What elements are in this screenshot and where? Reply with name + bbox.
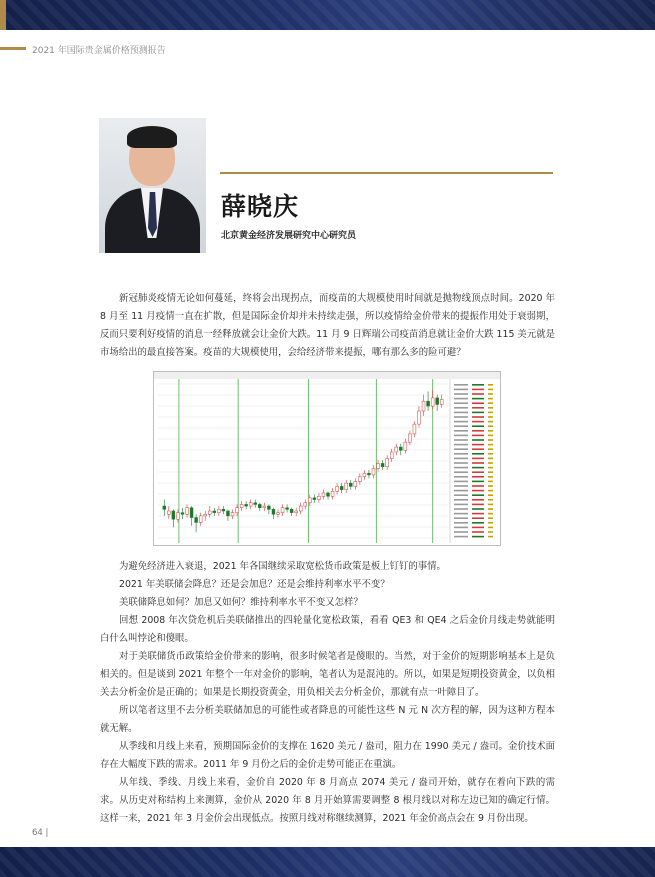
paragraph: 对于美联储货币政策给金价带来的影响，很多时候笔者是傻眼的。当然，对于金价的短期影响基本上是负相关的。但是谈到 2021 年整个一年对金价的影响，笔者认为是混沌的。所以，如果是短期投资黄金，以负相关去分析金价是正确的；如果是长期投资黄金，用负相关去分析金价，那就有点一叶障目了。 xyxy=(100,651,555,698)
quote-row-volume xyxy=(488,384,493,386)
quote-row-time xyxy=(454,439,468,441)
quote-row-volume xyxy=(488,430,493,432)
candle xyxy=(413,424,416,434)
candle xyxy=(377,463,380,468)
quote-row-time xyxy=(454,416,468,418)
quote-row-volume xyxy=(488,467,493,469)
quote-row-volume xyxy=(488,504,493,506)
quote-row-volume xyxy=(488,490,493,492)
quote-row-volume xyxy=(488,439,493,441)
quote-row-price xyxy=(472,490,484,492)
quote-row-volume xyxy=(488,522,493,524)
quote-row-price xyxy=(472,402,484,404)
quote-row-volume xyxy=(488,462,493,464)
article-intro xyxy=(100,290,555,362)
quote-row-price xyxy=(472,384,484,386)
quote-row-price xyxy=(472,517,484,519)
candle xyxy=(167,511,170,514)
candle xyxy=(349,483,352,486)
quote-row-price xyxy=(472,513,484,515)
candle xyxy=(367,473,370,475)
quote-row-price xyxy=(472,439,484,441)
quote-row-price xyxy=(472,430,484,432)
candle xyxy=(195,518,198,523)
gold-edge-accent xyxy=(0,0,6,30)
paragraph: 所以笔者这里不去分析美联储加息的可能性或者降息的可能性这些 N 元 N 次方程的解，因为这种方程本就无解。 xyxy=(100,705,555,734)
quote-row-time xyxy=(454,481,468,483)
quote-row-time xyxy=(454,453,468,455)
quote-row-time xyxy=(454,384,468,386)
quote-row-volume xyxy=(488,453,493,455)
quote-row-time xyxy=(454,490,468,492)
quote-row-volume xyxy=(488,412,493,414)
candle xyxy=(249,503,252,506)
candle xyxy=(295,511,298,513)
quote-row-price xyxy=(472,448,484,450)
author-affiliation: 北京黄金经济发展研究中心研究员 xyxy=(221,231,357,241)
quote-row-volume xyxy=(488,407,493,409)
candle xyxy=(390,452,393,459)
candle xyxy=(245,504,248,506)
quote-row-price xyxy=(472,453,484,455)
quote-row-time xyxy=(454,504,468,506)
quote-row-time xyxy=(454,389,468,391)
portrait-hair xyxy=(127,126,177,148)
quote-row-time xyxy=(454,467,468,469)
quote-row-price xyxy=(472,508,484,510)
quote-side-panel xyxy=(450,379,493,543)
quote-row-volume xyxy=(488,527,493,529)
quote-row-time xyxy=(454,517,468,519)
candle xyxy=(181,513,184,515)
candle xyxy=(272,509,275,514)
quote-row-time xyxy=(454,425,468,427)
quote-row-price xyxy=(472,389,484,391)
candle xyxy=(363,473,366,476)
quote-row-time xyxy=(454,444,468,446)
candle xyxy=(422,401,425,411)
candle xyxy=(331,491,334,496)
quote-row-time xyxy=(454,398,468,400)
quote-row-price xyxy=(472,407,484,409)
quote-row-volume xyxy=(488,485,493,487)
candle xyxy=(345,483,348,490)
candle xyxy=(263,506,266,508)
candle xyxy=(213,511,216,513)
paragraph: 为避免经济进入衰退，2021 年各国继续采取宽松货币政策是板上钉钉的事情。 xyxy=(119,561,446,572)
candle xyxy=(304,503,307,506)
chart-toolbar xyxy=(154,372,500,379)
quote-row-price xyxy=(472,398,484,400)
article-body xyxy=(100,558,555,828)
quote-row-time xyxy=(454,421,468,423)
candle xyxy=(176,513,179,520)
candle xyxy=(308,498,311,503)
candle xyxy=(240,504,243,507)
candle xyxy=(281,508,284,513)
candle xyxy=(336,486,339,491)
candle xyxy=(418,411,421,424)
quote-row-time xyxy=(454,527,468,529)
quote-row-time xyxy=(454,430,468,432)
quote-row-price xyxy=(472,522,484,524)
candle xyxy=(258,504,261,507)
candle xyxy=(254,503,257,505)
quote-row-time xyxy=(454,508,468,510)
quote-row-volume xyxy=(488,435,493,437)
candle xyxy=(163,506,166,509)
quote-row-time xyxy=(454,536,468,538)
quote-row-price xyxy=(472,467,484,469)
candle xyxy=(395,447,398,452)
page-number: 64 | xyxy=(32,828,49,838)
quote-row-time xyxy=(454,448,468,450)
quote-row-volume xyxy=(488,389,493,391)
candle xyxy=(381,463,384,466)
quote-row-time xyxy=(454,407,468,409)
candle xyxy=(199,516,202,523)
quote-row-volume xyxy=(488,536,493,538)
candle xyxy=(208,511,211,514)
quote-row-volume xyxy=(488,393,493,395)
candle xyxy=(436,398,439,405)
quote-row-price xyxy=(472,494,484,496)
candle xyxy=(231,513,234,516)
paragraph: 从季线和月线上来看，预期国际金价的支撑在 1620 美元 / 盎司，阻力在 1990 美元 / 盎司。金价技术面存在大幅度下跌的需求。2011 年 9 月份之后的金价走势可能正在重演。 xyxy=(100,741,555,770)
quote-row-price xyxy=(472,527,484,529)
bottom-decorative-band xyxy=(0,847,655,877)
author-divider-line xyxy=(220,172,553,174)
quote-row-price xyxy=(472,499,484,501)
quote-row-volume xyxy=(488,402,493,404)
quote-row-time xyxy=(454,476,468,478)
candle xyxy=(386,459,389,467)
quote-row-volume xyxy=(488,425,493,427)
candle xyxy=(327,493,330,496)
quote-row-price xyxy=(472,416,484,418)
quote-row-price xyxy=(472,504,484,506)
quote-row-price xyxy=(472,462,484,464)
candle xyxy=(277,513,280,515)
candle xyxy=(236,508,239,513)
candle xyxy=(404,442,407,450)
quote-row-volume xyxy=(488,416,493,418)
candle xyxy=(317,496,320,499)
quote-row-volume xyxy=(488,494,493,496)
quote-row-time xyxy=(454,412,468,414)
quote-row-time xyxy=(454,458,468,460)
quote-row-volume xyxy=(488,531,493,533)
candle xyxy=(267,506,270,509)
quote-row-price xyxy=(472,425,484,427)
paragraph: 从年线、季线、月线上来看，金价自 2020 年 8 月高点 2074 美元 / 盎司开始，就存在着向下跌的需求。从历史对称结构上来测算，金价从 2020 年 8 月开始算需要调整 8 根月线以对称左边已知的确定行情。这样一来，2021 年 3 月金价会出现低点。按照月线对称继续测算，2021 年金价高点会在 9 月份出现。 xyxy=(100,777,555,824)
candle xyxy=(431,398,434,406)
quote-row-volume xyxy=(488,421,493,423)
candle xyxy=(322,493,325,496)
paragraph: 新冠肺炎疫情无论如何蔓延，终将会出现拐点，而疫苗的大规模使用时间就是抛物线顶点时间。2020 年 8 月至 11 月疫情一直在扩散，但是国际金价却并未持续走强，所以疫情给金价带来的提振作用处于衰弱期，反而只要利好疫情的消息一经释放就会让金价大跌。11 月 9 日辉瑞公司疫苗消息就让金价大跌 115 美元就是市场给出的最直接答案。疫苗的大规模使用，会给经济带来提振，哪有那么多的险可避？ xyxy=(100,293,555,358)
candle xyxy=(186,508,189,515)
quote-row-price xyxy=(472,421,484,423)
quote-row-time xyxy=(454,435,468,437)
quote-row-time xyxy=(454,513,468,515)
author-portrait xyxy=(99,118,206,253)
paragraph: 回想 2008 年次贷危机后美联储推出的四轮量化宽松政策，看看 QE3 和 QE4 之后金价月线走势就能明白什么叫悖论和傻眼。 xyxy=(100,615,555,644)
candle xyxy=(372,468,375,475)
quote-row-volume xyxy=(488,513,493,515)
quote-row-volume xyxy=(488,499,493,501)
candle xyxy=(290,509,293,512)
candle xyxy=(408,434,411,442)
candle xyxy=(313,498,316,500)
quote-row-price xyxy=(472,412,484,414)
candle xyxy=(217,509,220,512)
quote-row-time xyxy=(454,531,468,533)
candle xyxy=(226,511,229,516)
gold-price-chart xyxy=(153,371,501,546)
paragraph: 美联储降息如何？加息又如何？维持利率水平不变又怎样？ xyxy=(119,597,363,608)
quote-row-time xyxy=(454,402,468,404)
quote-row-volume xyxy=(488,458,493,460)
quote-row-price xyxy=(472,393,484,395)
quote-row-price xyxy=(472,471,484,473)
quote-row-time xyxy=(454,485,468,487)
quote-row-price xyxy=(472,435,484,437)
quote-row-time xyxy=(454,393,468,395)
quote-row-volume xyxy=(488,398,493,400)
top-decorative-band xyxy=(0,0,655,30)
candle xyxy=(358,477,361,482)
candle xyxy=(286,508,289,510)
quote-row-volume xyxy=(488,471,493,473)
quote-row-volume xyxy=(488,448,493,450)
chart-canvas xyxy=(154,372,500,545)
candle xyxy=(172,511,175,519)
quote-row-volume xyxy=(488,517,493,519)
candle xyxy=(190,508,193,518)
quote-row-time xyxy=(454,462,468,464)
candle xyxy=(427,401,430,406)
quote-row-price xyxy=(472,458,484,460)
report-header-title: 2021 年国际贵金属价格预测报告 xyxy=(32,46,166,56)
quote-row-time xyxy=(454,522,468,524)
candle xyxy=(399,447,402,450)
quote-row-time xyxy=(454,471,468,473)
candle xyxy=(440,400,443,405)
quote-row-price xyxy=(472,536,484,538)
quote-row-volume xyxy=(488,444,493,446)
quote-row-time xyxy=(454,499,468,501)
quote-row-time xyxy=(454,494,468,496)
paragraph: 2021 年美联储会降息？还是会加息？还是会维持利率水平不变？ xyxy=(119,579,390,590)
candle xyxy=(340,486,343,489)
candle xyxy=(354,481,357,486)
candle xyxy=(222,509,225,511)
quote-row-price xyxy=(472,476,484,478)
quote-row-price xyxy=(472,444,484,446)
author-name: 薛晓庆 xyxy=(221,192,300,221)
quote-row-volume xyxy=(488,476,493,478)
quote-row-price xyxy=(472,481,484,483)
quote-row-price xyxy=(472,485,484,487)
candle xyxy=(204,514,207,516)
quote-row-volume xyxy=(488,508,493,510)
quote-row-price xyxy=(472,531,484,533)
header-accent-bar xyxy=(0,47,26,50)
candle xyxy=(299,506,302,511)
quote-row-volume xyxy=(488,481,493,483)
